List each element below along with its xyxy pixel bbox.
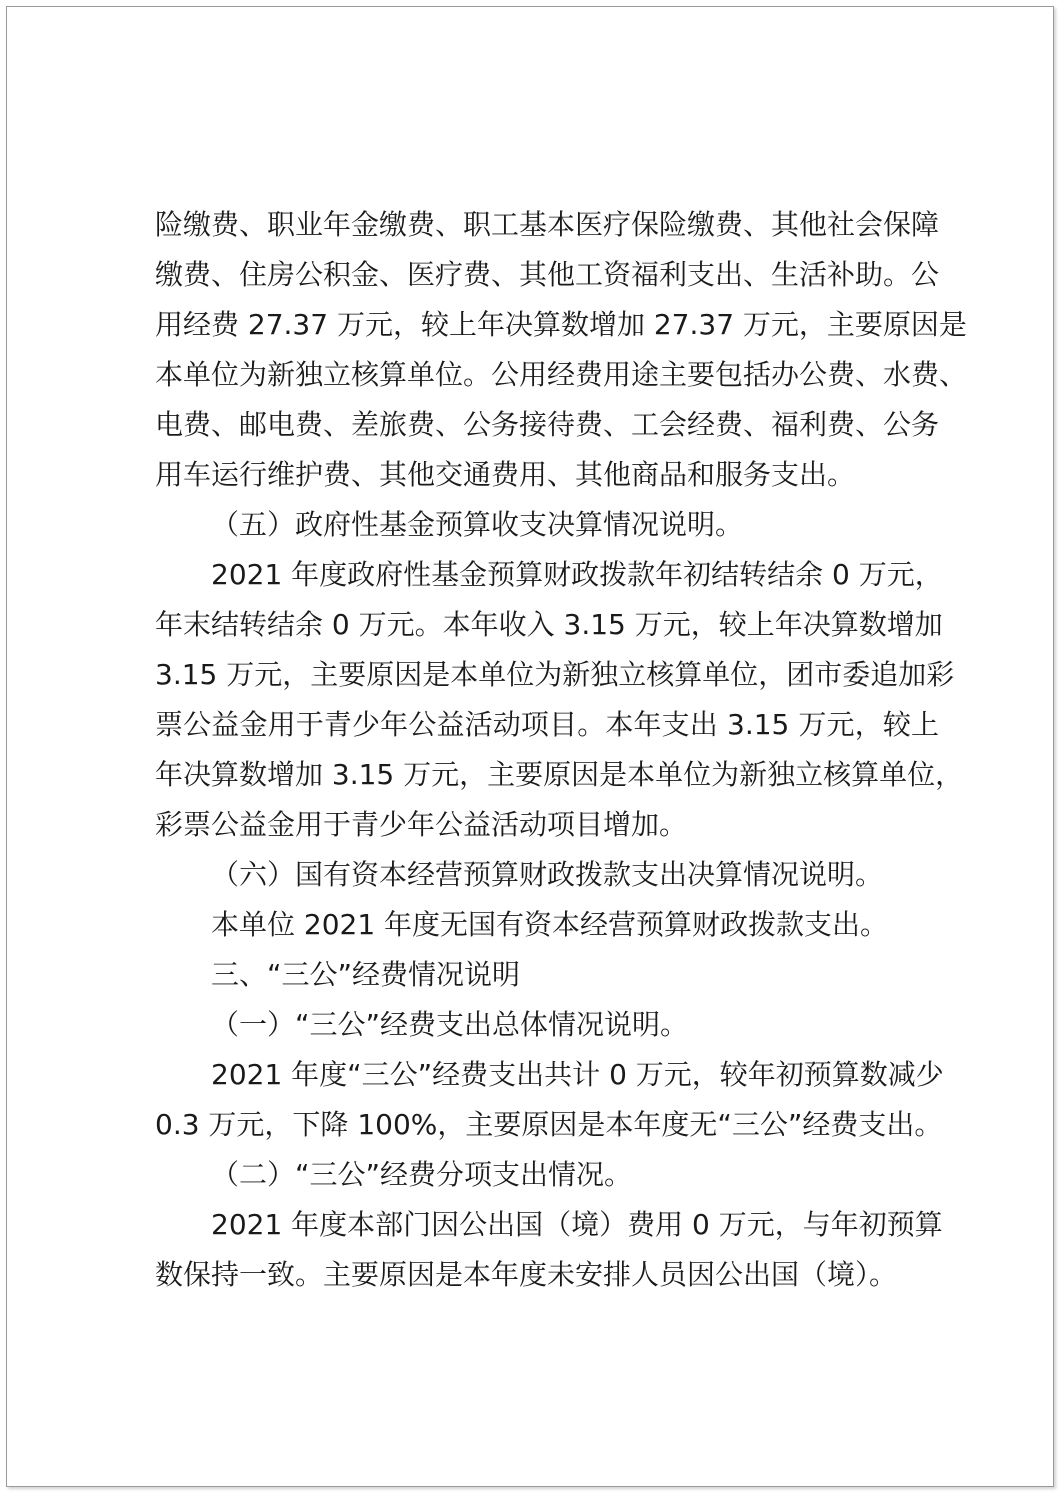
text-line: 0.3 万元，下降 100%，主要原因是本年度无“三公”经费支出。 bbox=[155, 1108, 943, 1141]
text-line: 数保持一致。主要原因是本年度未安排人员因公出国（境）。 bbox=[155, 1258, 898, 1291]
text-line: 彩票公益金用于青少年公益活动项目增加。 bbox=[155, 808, 688, 841]
text-line: 2021 年度政府性基金预算财政拨款年初结转结余 0 万元， bbox=[211, 558, 943, 591]
text-line: 2021 年度本部门因公出国（境）费用 0 万元，与年初预算 bbox=[211, 1208, 943, 1241]
document-body bbox=[155, 200, 968, 1300]
paragraph-state-capital-budget bbox=[155, 900, 939, 950]
heading-three-public-overall bbox=[155, 1000, 939, 1050]
text-line: （二）“三公”经费分项支出情况。 bbox=[211, 1158, 633, 1191]
page-frame bbox=[6, 6, 1054, 1487]
text-line: 电费、邮电费、差旅费、公务接待费、工会经费、福利费、公务 bbox=[155, 408, 940, 441]
paragraph-public-expenses bbox=[155, 200, 968, 500]
paragraph-overseas-expenses bbox=[155, 1200, 943, 1300]
heading-government-fund-budget bbox=[155, 500, 939, 550]
text-line: （五）政府性基金预算收支决算情况说明。 bbox=[211, 508, 744, 541]
text-line: 险缴费、职业年金缴费、职工基本医疗保险缴费、其他社会保障 bbox=[155, 208, 940, 241]
text-line: 本单位 2021 年度无国有资本经营预算财政拨款支出。 bbox=[211, 908, 889, 941]
text-line: 缴费、住房公积金、医疗费、其他工资福利支出、生活补助。公 bbox=[155, 258, 940, 291]
paragraph-three-public-overall bbox=[155, 1050, 944, 1150]
heading-state-capital-budget bbox=[155, 850, 939, 900]
text-line: （一）“三公”经费支出总体情况说明。 bbox=[211, 1008, 689, 1041]
text-line: 2021 年度“三公”经费支出共计 0 万元，较年初预算数减少 bbox=[211, 1058, 944, 1091]
text-line: 用经费 27.37 万元，较上年决算数增加 27.37 万元，主要原因是 bbox=[155, 308, 967, 341]
text-line: 用车运行维护费、其他交通费用、其他商品和服务支出。 bbox=[155, 458, 856, 491]
paragraph-government-fund-budget bbox=[155, 550, 964, 850]
text-line: 三、“三公”经费情况说明 bbox=[211, 958, 521, 991]
text-line: （六）国有资本经营预算财政拨款支出决算情况说明。 bbox=[211, 858, 884, 891]
text-line: 3.15 万元，主要原因是本单位为新独立核算单位，团市委追加彩 bbox=[155, 658, 955, 691]
text-line: 本单位为新独立核算单位。公用经费用途主要包括办公费、水费、 bbox=[155, 358, 968, 391]
heading-three-public-expenses bbox=[155, 950, 939, 1000]
text-line: 年末结转结余 0 万元。本年收入 3.15 万元，较上年决算数增加 bbox=[155, 608, 943, 641]
text-line: 年决算数增加 3.15 万元，主要原因是本单位为新独立核算单位， bbox=[155, 758, 964, 791]
heading-three-public-items bbox=[155, 1150, 939, 1200]
text-line: 票公益金用于青少年公益活动项目。本年支出 3.15 万元，较上 bbox=[155, 708, 939, 741]
